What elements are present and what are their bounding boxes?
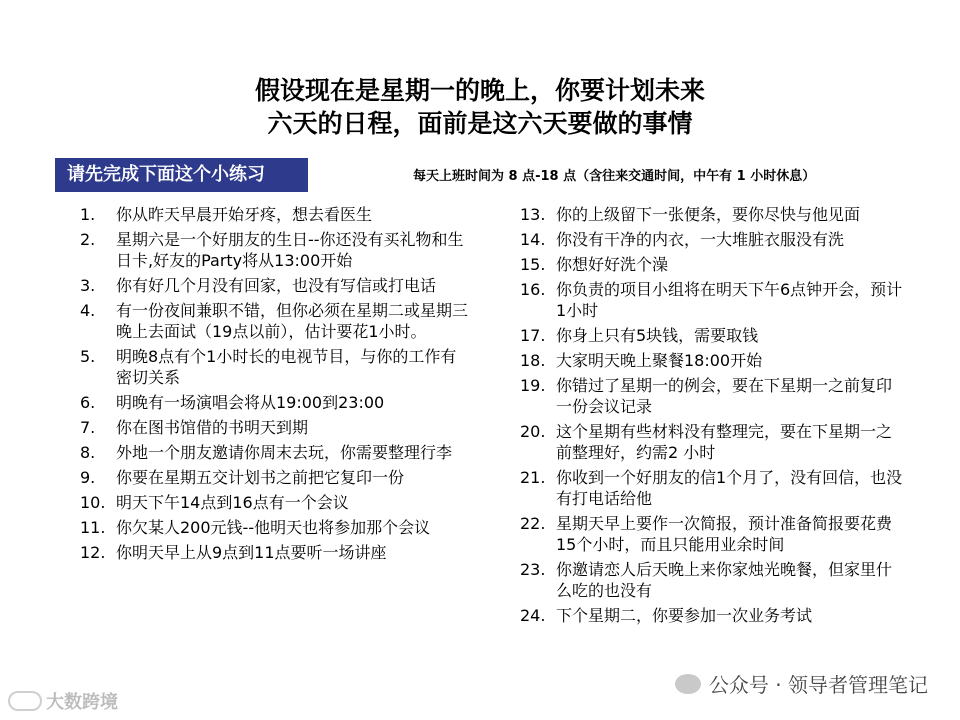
item-text: 你有好几个月没有回家，也没有写信或打电话 (116, 276, 437, 295)
item-number: 6. (80, 393, 96, 412)
item-text: 你错过了星期一的例会，要在下星期一之前复印一份会议记录 (556, 376, 893, 416)
item-text: 你收到一个好朋友的信1个月了，没有回信，也没有打电话给他 (556, 468, 903, 508)
logo-icon (8, 691, 42, 711)
title-line-2: 六天的日程，面前是这六天要做的事情 (267, 109, 693, 138)
list-item (520, 325, 905, 346)
logo-text: 大数跨境 (46, 692, 118, 713)
item-text: 星期天早上要作一次简报，预计准备简报要花费15个小时，而且只能用业余时间 (556, 514, 893, 554)
exercise-tag: 请先完成下面这个小练习 (55, 158, 308, 192)
item-text: 你想好好洗个澡 (556, 255, 669, 274)
item-number: 3. (80, 276, 96, 295)
item-number: 5. (80, 347, 96, 366)
item-number: 4. (80, 301, 96, 320)
item-text: 你在图书馆借的书明天到期 (116, 418, 309, 437)
page-title (0, 74, 960, 140)
item-number: 14. (520, 230, 546, 249)
item-text: 你要在星期五交计划书之前把它复印一份 (116, 468, 405, 487)
list-item (80, 346, 470, 388)
list-item (80, 229, 470, 271)
item-text: 明晚8点有个1小时长的电视节目，与你的工作有密切关系 (116, 347, 457, 387)
item-text: 大家明天晚上聚餐18:00开始 (556, 351, 763, 370)
item-text: 明晚有一场演唱会将从19:00到23:00 (116, 393, 385, 412)
list-item (520, 204, 905, 225)
item-number: 23. (520, 560, 546, 579)
list-item (520, 421, 905, 463)
item-number: 12. (80, 543, 106, 562)
item-number: 13. (520, 205, 546, 224)
list-item (80, 467, 470, 488)
wechat-icon (675, 674, 701, 694)
item-text: 下个星期二，你要参加一次业务考试 (556, 606, 813, 625)
item-number: 24. (520, 606, 546, 625)
item-number: 11. (80, 518, 106, 537)
item-number: 15. (520, 255, 546, 274)
item-text: 你从昨天早晨开始牙疼，想去看医生 (116, 205, 373, 224)
title-line-1: 假设现在是星期一的晚上，你要计划未来 (254, 76, 705, 105)
item-text: 星期六是一个好朋友的生日--你还没有买礼物和生日卡,好友的Party将从13:00开始 (116, 230, 464, 270)
list-item (520, 350, 905, 371)
item-number: 2. (80, 230, 96, 249)
list-item (80, 275, 470, 296)
list-item (520, 229, 905, 250)
task-list-right (520, 204, 905, 630)
item-number: 9. (80, 468, 96, 487)
item-number: 7. (80, 418, 96, 437)
list-item (520, 254, 905, 275)
item-text: 你身上只有5块钱，需要取钱 (556, 326, 759, 345)
list-item (80, 542, 470, 563)
list-item (520, 513, 905, 555)
list-item (80, 300, 470, 342)
item-number: 22. (520, 514, 546, 533)
task-list-left (80, 204, 470, 567)
item-number: 16. (520, 280, 546, 299)
item-text: 你负责的项目小组将在明天下午6点钟开会，预计1小时 (556, 280, 903, 320)
item-number: 8. (80, 443, 96, 462)
item-text: 你没有干净的内衣，一大堆脏衣服没有洗 (556, 230, 845, 249)
list-item (520, 559, 905, 601)
item-text: 你邀请恋人后天晚上来你家烛光晚餐，但家里什么吃的也没有 (556, 560, 893, 600)
brand-logo (8, 688, 118, 714)
work-hours-note: 每天上班时间为 8 点-18 点（含往来交通时间，中午有 1 小时休息） (413, 169, 816, 184)
item-text: 有一份夜间兼职不错，但你必须在星期二或星期三晚上去面试（19点以前），估计要花1小时。 (116, 301, 469, 341)
item-text: 你明天早上从9点到11点要听一场讲座 (116, 543, 387, 562)
item-text: 你的上级留下一张便条，要你尽快与他见面 (556, 205, 861, 224)
item-number: 20. (520, 422, 546, 441)
list-item (520, 467, 905, 509)
item-number: 17. (520, 326, 546, 345)
list-item (80, 417, 470, 438)
list-item (520, 375, 905, 417)
watermark-text: 公众号 · 领导者管理笔记 (708, 673, 928, 697)
item-number: 10. (80, 493, 106, 512)
item-number: 1. (80, 205, 96, 224)
list-item (520, 605, 905, 626)
item-text: 外地一个朋友邀请你周末去玩，你需要整理行李 (116, 443, 453, 462)
list-item (80, 517, 470, 538)
list-item (80, 204, 470, 225)
item-text: 这个星期有些材料没有整理完，要在下星期一之前整理好，约需2 小时 (556, 422, 893, 462)
item-number: 18. (520, 351, 546, 370)
item-number: 19. (520, 376, 546, 395)
list-item (520, 279, 905, 321)
list-item (80, 492, 470, 513)
list-item (80, 392, 470, 413)
item-text: 你欠某人200元钱--他明天也将参加那个会议 (116, 518, 431, 537)
list-item (80, 442, 470, 463)
item-number: 21. (520, 468, 546, 487)
item-text: 明天下午14点到16点有一个会议 (116, 493, 349, 512)
wechat-watermark (675, 669, 928, 698)
